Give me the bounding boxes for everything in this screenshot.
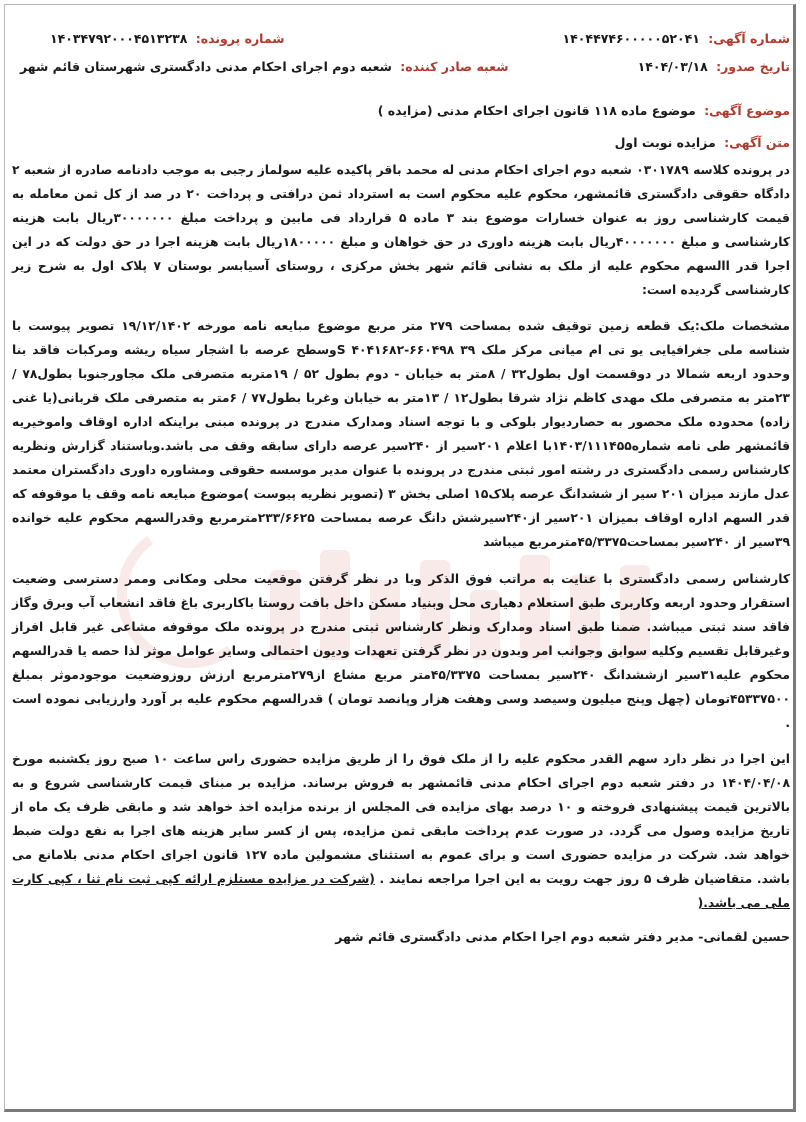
file-number-value: ۱۴۰۳۴۷۹۲۰۰۰۴۵۱۳۲۳۸ <box>50 30 188 46</box>
body-paragraph-3: کارشناس رسمی دادگستری با عنایت به مراتب فوق الذکر وبا در نظر گرفتن موقعیت محلی ومکانی وممر دسترسی وضعیت استقرار وحدود اربعه وکاربری طبق استعلام دهیاری محل وبنیاد مسکن داخل بافت روستا باکاربری باغ فاقد انشعاب آب وبرق وگاز فاقد سند ثبتی میباشد. ضمنا طبق اسناد ومدارک ونظر کارشناس ثبتی مندرج در پرونده ملک موقوفه مشاعی غیر قابل افراز وغیرقابل تقسیم وکلیه سوابق وجوانب امر وبدون در نظر گرفتن تعهدات ودیون احتمالی وسایر عوامل موثر لذا حصه یا قدرالسهم محکوم علیه۳۱سیر ازششدانگ ۲۴۰سیر بمساحت ۴۵/۳۳۷۵متر مربع مشاع از۲۷۹مترمربع ارزش روزوضعیت موجودموثر بمبلغ ۴۵۳۳۷۵۰۰تومان (چهل وپنج میلیون وسیصد وسی وهفت هزار وپانصد تومان ) قدرالسهم محکوم علیه بر آورد وارزیابی نموده است . <box>12 571 790 730</box>
participation-requirement-note: (شرکت در مزایده مستلزم ارائه کپی ثبت نام ثنا ، کپی کارت ملی می باشد.( <box>12 871 790 910</box>
body-paragraph-1: در پرونده کلاسه ۰۳۰۱۷۸۹ شعبه دوم اجرای احکام مدنی له محمد باقر پاکیده علیه سولماز رجبی به موجب دادنامه صادره از شعبه ۲ دادگاه حقوقی دادگستری قائمشهر، محکوم علیه محکوم است به استرداد ثمن درافتی و پرداخت ۲۰ در صد از کل ثمن معامله به قیمت کارشناسی روز به عنوان خسارات موضوع بند ۳ ماده ۵ قرارداد فی مابین و پرداخت مبلغ ۳۰۰۰۰۰۰۰ریال بابت هزینه کارشناسی و مبلغ ۴۰۰۰۰۰۰۰ریال بابت هزینه داوری در حق خواهان و مبلغ ۱۸۰۰۰۰۰ریال بابت هزینه اجرا در حق دولت که در این اجرا قدر االسهم محکوم علیه از ملک به نشانی قائم شهر بخش مرکزی ، روستای آسیابسر بوستان ۷ پلاک اول به شرح زیر کارشناسی گردیده است: <box>12 163 791 297</box>
subject-value: موضوع ماده ۱۱۸ قانون اجرای احکام مدنی (مزایده ) <box>377 103 696 118</box>
text-header-line <box>12 130 790 156</box>
header-row-2 <box>12 52 790 80</box>
ad-number-value: ۱۴۰۴۴۷۴۶۰۰۰۰۰۵۲۰۴۱ <box>562 30 700 46</box>
issuer-label: شعبه صادر کننده: <box>400 58 509 74</box>
issue-date-label: تاریخ صدور: <box>716 58 790 74</box>
body-paragraph-4 <box>12 747 790 915</box>
subject-label: موضوع آگهی: <box>704 103 790 118</box>
text-header-label: متن آگهی: <box>724 135 790 150</box>
body-paragraph-4-main: این اجرا در نظر دارد سهم القدر محکوم علیه را از ملک فوق را از طریق مزایده حضوری راس ساعت ۱۰ صبح روز یکشنبه مورخ ۱۴۰۴/۰۴/۰۸ در دفتر شعبه دوم اجرای احکام مدنی قائمشهر به فروش برساند. مزایده بر مبنای قیمت کارشناسی شروع و به بالاترین قیمت پیشنهادی فروخته و ۱۰ درصد بهای مزایده فی المجلس از برنده مزایده اخذ خواهد شد و مابقی ظرف یک ماه از تاریخ مزایده وصول می گردد. در صورت عدم پرداخت مابقی ثمن مزایده، پس از کسر سایر هزینه های اجرا به نفع دولت ضبط خواهد شد. شرکت در مزایده حضوری است و برای عموم به استثنای مشمولین ماده ۱۲۷ قانون اجرای احکام مدنی بلامانع می باشد. متقاضیان ظرف ۵ روز جهت رویت به این اجرا مراجعه نمایند . <box>12 751 791 886</box>
issuer <box>20 59 509 74</box>
subject-line <box>12 98 790 124</box>
file-number <box>50 31 285 46</box>
header-row-1 <box>12 24 790 52</box>
ad-number <box>563 31 790 46</box>
text-header-value: مزایده نوبت اول <box>614 135 716 150</box>
file-number-label: شماره پرونده: <box>195 30 285 46</box>
signature-line: حسین لقمانی- مدیر دفتر شعبه دوم اجرا احکام مدنی دادگستری قائم شهر <box>335 928 790 944</box>
issue-date <box>638 59 790 74</box>
announcement-content <box>12 24 790 944</box>
issuer-value: شعبه دوم اجرای احکام مدنی دادگستری شهرستان قائم شهر <box>20 58 392 74</box>
body-paragraph-2: مشخصات ملک:یک قطعه زمین توقیف شده بمساحت ۲۷۹ متر مربع موضوع مبایعه نامه مورخه ۱۹/۱۲/۱۴۰۲ تصویر پیوست با شناسه ملی جغرافیایی یو تی ام میانی مرکز ملک ۳۹ ۶۶۰۴۹۸-۴۰۴۱۶۸۲ Sوسطح عرصه با اشجار سیاه ریشه ومرکبات فاقد بنا وحدود اربعه شمالا در دوقسمت اول بطول۳۲ / ۸متر به خیابان - دوم بطول ۵۲ / ۱۹متربه متصرفی ملک مجاورجنوبا بطول۷۸ / ۲۳متر به متصرفی ملک مهدی کاظم نژاد شرقا بطول۱۲ / ۱۳متر به خیابان وغربا بطول۷۷ / ۶متر به متصرفی ملک قربانی(یا غنی زاده) محدوده ملک محصور به حصاردیوار بلوکی و با توجه اسناد ومدارک مندرج در پرونده مبنی براینکه اداره اوقاف واموخیریه قائمشهر طی نامه شماره۱۴۰۳/۱۱۱۴۵۵با اعلام ۲۰۱سیر از ۲۴۰سیر عرصه دارای سابقه وقف می باشد.وباستناد گزارش ونظریه کارشناس رسمی دادگستری در رشته امور ثبتی مندرج در پرونده با عنوان مدیر موسسه حقوقی ومشاوره داوری دادگستران معتمد عدل مازند میزان ۲۰۱ سیر از ششدانگ عرصه پلاک۱۵ اصلی بخش ۳ (تصویر نظریه پیوست )موضوع مبایعه نامه وقف یا موقوفه که قدر السهم اداره اوقاف بمیزان ۲۰۱سیر از۲۴۰سیرشش دانگ عرصه بمساحت ۲۳۳/۶۶۲۵مترمربع وقدرالسهم محکوم علیه خوانده ۳۹سیر از ۲۴۰سیر بمساحت۴۵/۳۳۷۵مترمربع میباشد <box>12 319 791 550</box>
ad-number-label: شماره آگهی: <box>708 30 790 46</box>
issue-date-value: ۱۴۰۴/۰۳/۱۸ <box>637 58 708 74</box>
